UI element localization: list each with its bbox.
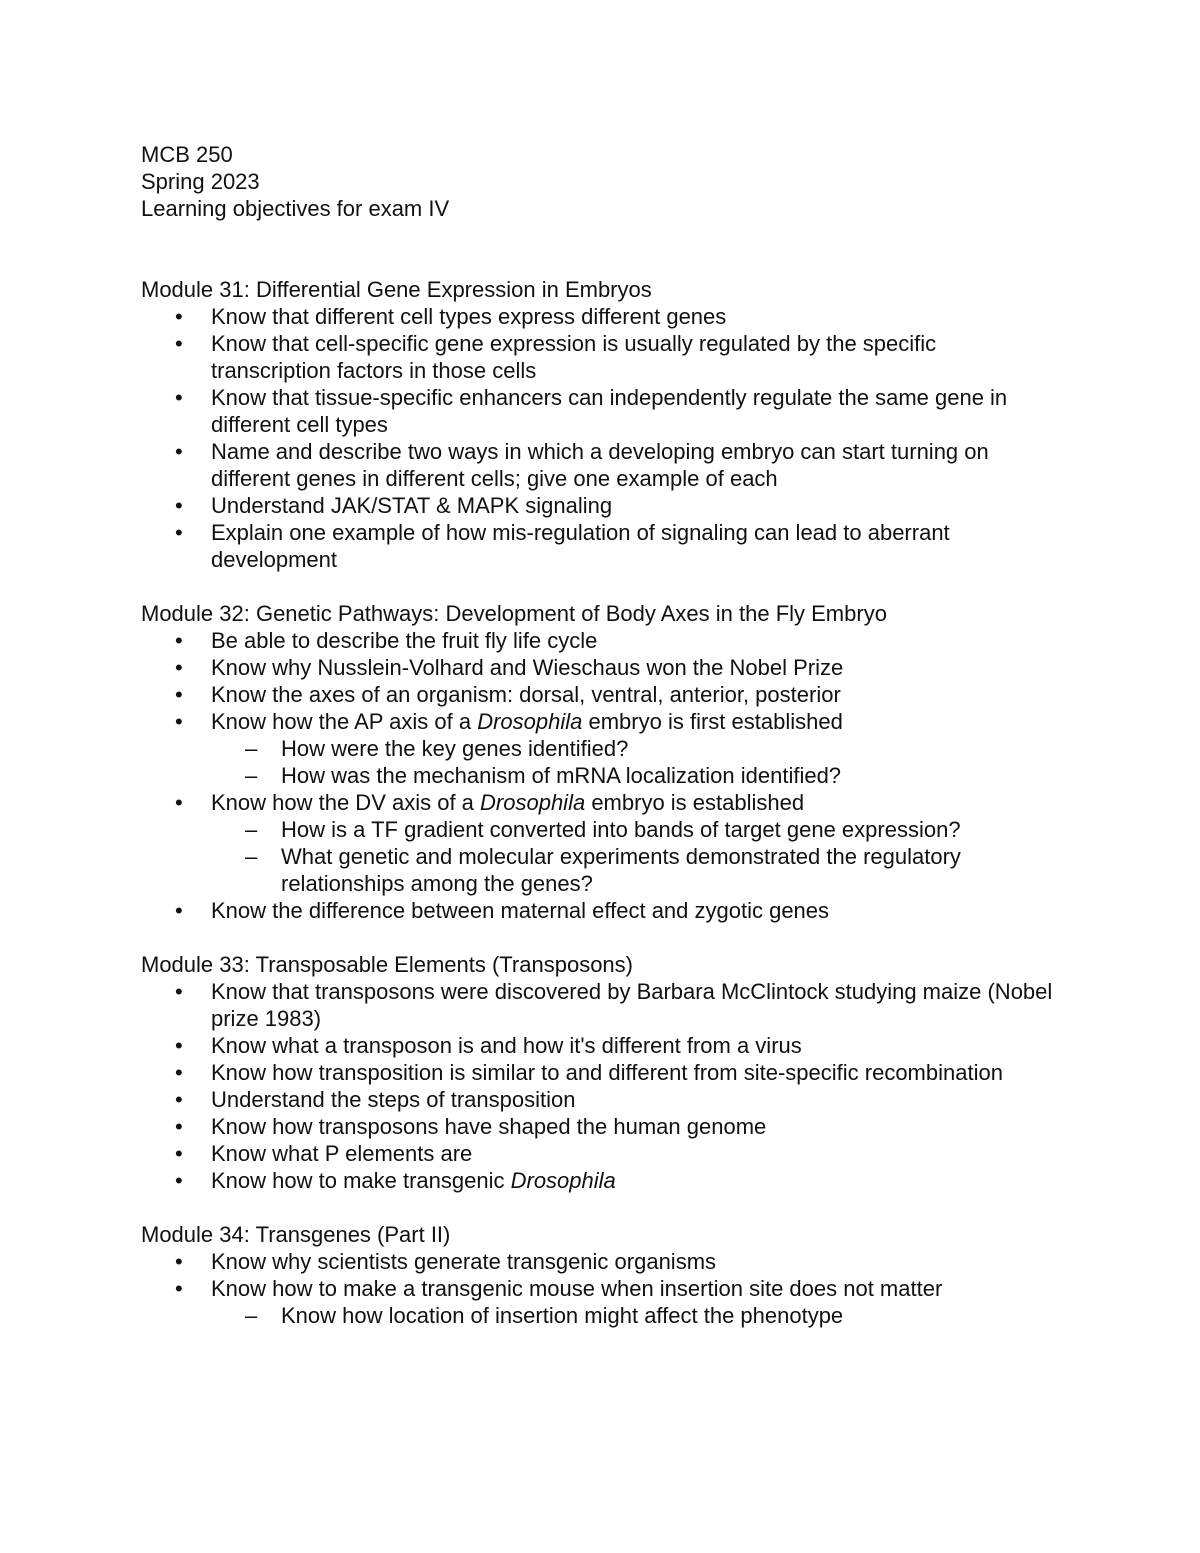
objective-text: Know that transposons were discovered by Barbara McClintock studying maize (Nobel prize 1983) [211,979,1053,1031]
objective-item [141,978,1061,1032]
objective-item [141,330,1061,384]
bullet-marker: • [175,898,183,923]
bullet-marker: • [175,439,183,464]
objective-list [141,1248,1061,1329]
objective-text: Know that tissue-specific enhancers can independently regulate the same gene in different cell types [211,385,1008,437]
objective-item [141,654,1061,681]
objective-item [141,438,1061,492]
objective-text: Know the difference between maternal effect and zygotic genes [211,898,830,923]
objective-list [141,303,1061,573]
objective-item [141,627,1061,654]
objective-list [141,627,1061,924]
objective-list [141,978,1061,1194]
bullet-marker: • [175,304,183,329]
objective-item [141,1113,1061,1140]
module-title: Module 32: Genetic Pathways: Development of Body Axes in the Fly Embryo [141,601,887,626]
objective-text: Be able to describe the fruit fly life cycle [211,628,598,653]
bullet-marker: • [175,790,183,815]
module-section [141,600,1061,924]
sub-objective-text: Know how location of insertion might affect the phenotype [281,1303,844,1328]
objective-item [141,1167,1061,1194]
objective-text: Know what P elements are [211,1141,473,1166]
bullet-marker: • [175,493,183,518]
objective-item [141,1086,1061,1113]
module-title: Module 31: Differential Gene Expression in Embryos [141,277,652,302]
module-title: Module 34: Transgenes (Part II) [141,1222,451,1247]
module-section [141,951,1061,1194]
objective-text: Know that different cell types express different genes [211,304,727,329]
objective-text: Know how the AP axis of a [211,709,478,734]
objective-text: Know what a transposon is and how it's different from a virus [211,1033,802,1058]
sub-objective-list [211,735,1061,789]
objective-item [141,1275,1061,1329]
objective-text: Explain one example of how mis-regulation of signaling can lead to aberrant development [211,520,950,572]
objective-item [141,303,1061,330]
sub-objective-item [211,735,1041,762]
bullet-marker: • [175,628,183,653]
bullet-marker: • [175,655,183,680]
objective-item [141,492,1061,519]
sub-objective-text: How was the mechanism of mRNA localization identified? [281,763,842,788]
objective-item [141,897,1061,924]
objective-text: Know that cell-specific gene expression is usually regulated by the specific transcription factors in those cells [211,331,937,383]
bullet-marker: • [175,385,183,410]
sub-objective-item [211,1302,1041,1329]
objective-item [141,1140,1061,1167]
dash-marker: – [245,763,258,788]
objective-text: Know how to make a transgenic mouse when insertion site does not matter [211,1276,943,1301]
bullet-marker: • [175,1276,183,1301]
module-section [141,1221,1061,1329]
module-title: Module 33: Transposable Elements (Transposons) [141,952,633,977]
objective-text: Understand the steps of transposition [211,1087,576,1112]
sub-objective-text: How is a TF gradient converted into bands of target gene expression? [281,817,961,842]
objective-item [141,789,1061,897]
sub-objective-item [211,816,1041,843]
objective-text: Name and describe two ways in which a developing embryo can start turning on different genes in different cells; give one example of each [211,439,989,491]
objective-italic-term: Drosophila [510,1168,616,1193]
sub-objective-text: How were the key genes identified? [281,736,629,761]
dash-marker: – [245,1303,258,1328]
objective-text: Know how the DV axis of a [211,790,481,815]
term-label: Spring 2023 [141,169,260,194]
objective-item [141,1059,1061,1086]
bullet-marker: • [175,520,183,545]
objective-italic-term: Drosophila [480,790,586,815]
bullet-marker: • [175,1033,183,1058]
objective-item [141,1032,1061,1059]
bullet-marker: • [175,709,183,734]
bullet-marker: • [175,1114,183,1139]
objective-text: Know why Nusslein-Volhard and Wieschaus won the Nobel Prize [211,655,844,680]
course-title: MCB 250 [141,142,233,167]
objective-item [141,681,1061,708]
objective-text: Know the axes of an organism: dorsal, ventral, anterior, posterior [211,682,841,707]
bullet-marker: • [175,1249,183,1274]
spacer [141,222,1061,276]
sub-objective-list [211,1302,1061,1329]
bullet-marker: • [175,331,183,356]
objective-text: Know why scientists generate transgenic organisms [211,1249,717,1274]
bullet-marker: • [175,1141,183,1166]
sub-objective-list [211,816,1061,897]
objective-text: embryo is established [585,790,805,815]
dash-marker: – [245,817,258,842]
objective-text: Know how to make transgenic [211,1168,511,1193]
modules-container [141,276,1061,1329]
objective-text: Know how transposons have shaped the human genome [211,1114,767,1139]
objective-text: Know how transposition is similar to and different from site-specific recombination [211,1060,1003,1085]
sub-objective-item [211,843,1041,897]
dash-marker: – [245,736,258,761]
bullet-marker: • [175,1060,183,1085]
sub-objective-text: What genetic and molecular experiments demonstrated the regulatory relationships among the genes? [281,844,961,896]
objective-italic-term: Drosophila [477,709,583,734]
module-section [141,276,1061,573]
bullet-marker: • [175,1168,183,1193]
objective-text: Understand JAK/STAT & MAPK signaling [211,493,613,518]
document-subtitle: Learning objectives for exam IV [141,196,450,221]
bullet-marker: • [175,979,183,1004]
objective-text: embryo is first established [582,709,843,734]
objective-item [141,519,1061,573]
objective-item [141,384,1061,438]
objective-item [141,708,1061,789]
objective-item [141,1248,1061,1275]
sub-objective-item [211,762,1041,789]
document-page [141,141,1061,1356]
bullet-marker: • [175,1087,183,1112]
dash-marker: – [245,844,258,869]
bullet-marker: • [175,682,183,707]
